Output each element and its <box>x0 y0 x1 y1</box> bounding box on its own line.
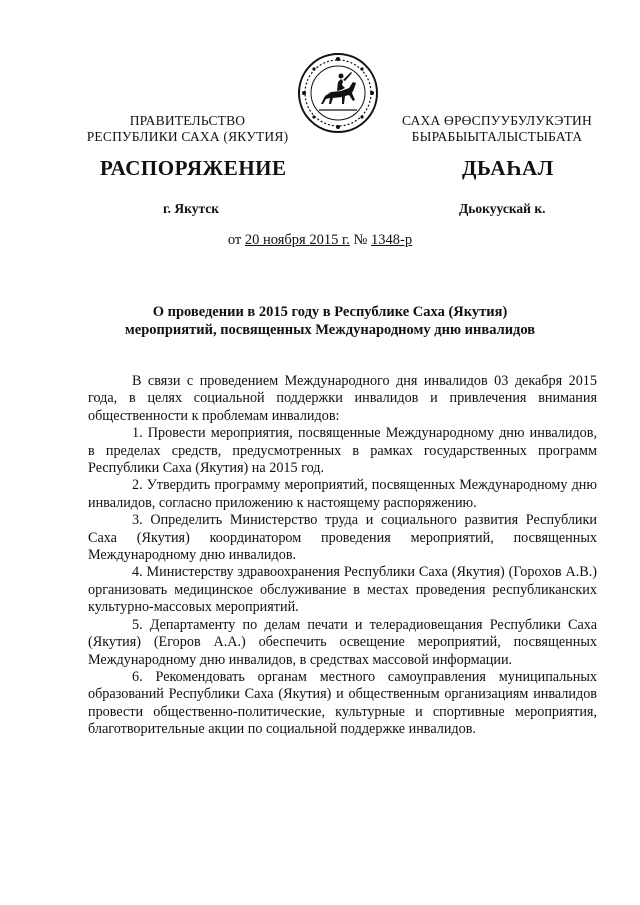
document-date: 20 ноября 2015 г. <box>244 232 350 248</box>
date-prefix: от <box>227 232 245 248</box>
government-name-line2: РЕСПУБЛИКИ САХА (ЯКУТИЯ) <box>86 129 289 144</box>
body-paragraph-item-3: 3. Определить Министерство труда и социального развития Республики Саха (Якутия) координатором проведения мероприятий, посвященных Международному дню инвалидов. <box>88 512 597 564</box>
number-prefix: № <box>349 232 372 248</box>
date-number-line <box>0 232 640 249</box>
document-subject <box>90 303 570 339</box>
subject-line1: О проведении в 2015 году в Республике Саха (Якутия) <box>152 304 508 320</box>
document-type-russian: РАСПОРЯЖЕНИЕ <box>100 156 287 180</box>
government-name-yakut <box>382 113 612 145</box>
body-paragraph-item-1: 1. Провести мероприятия, посвященные Международному дню инвалидов, в пределах средств, предусмотренных в рамках государственных программ Республики Саха (Якутия) на 2015 год. <box>88 425 597 477</box>
government-name-yakut-line2: БЫРАБЫЫТАЛЫСТЫБАТА <box>411 129 583 144</box>
document-number: 1348-р <box>371 232 413 248</box>
government-name-line1: ПРАВИТЕЛЬСТВО <box>129 113 246 128</box>
city-yakut: Дьокуускай к. <box>459 201 546 216</box>
document-type-yakut: ДЬАҺАЛ <box>462 156 554 180</box>
coat-of-arms-icon <box>297 52 379 134</box>
body-paragraph-item-6: 6. Рекомендовать органам местного самоуправления муниципальных образований Республики Саха (Якутия) и общественным организациям инвалидов провести общественно-политические, культурные и спортивные мероприятия, благотворительные акции по социальной поддержке инвалидов. <box>88 668 597 738</box>
body-paragraph-item-5: 5. Департаменту по делам печати и телерадиовещания Республики Саха (Якутия) (Егоров А.А.) обеспечить освещение мероприятий, посвященных Международному дню инвалидов, в средствах массовой информации. <box>88 616 597 668</box>
government-name-russian <box>80 113 295 145</box>
body-paragraph-intro: В связи с проведением Международного дня инвалидов 03 декабря 2015 года, в целях социальной поддержки инвалидов и привлечения внимания общественности к проблемам инвалидов: <box>88 373 597 424</box>
document-body <box>88 373 597 739</box>
body-paragraph-item-2: 2. Утвердить программу мероприятий, посвященных Международному дню инвалидов, согласно приложению к настоящему распоряжению. <box>88 477 597 511</box>
subject-line2: мероприятий, посвященных Международному дню инвалидов <box>124 322 536 338</box>
government-name-yakut-line1: САХА ӨРӨСПУУБУЛУКЭТИН <box>402 113 592 128</box>
city-russian: г. Якутск <box>163 201 220 216</box>
body-paragraph-item-4: 4. Министерству здравоохранения Республики Саха (Якутия) (Горохов А.В.) организовать медицинское обслуживание в местах проведения республиканских культурно-массовых мероприятий. <box>88 564 597 616</box>
